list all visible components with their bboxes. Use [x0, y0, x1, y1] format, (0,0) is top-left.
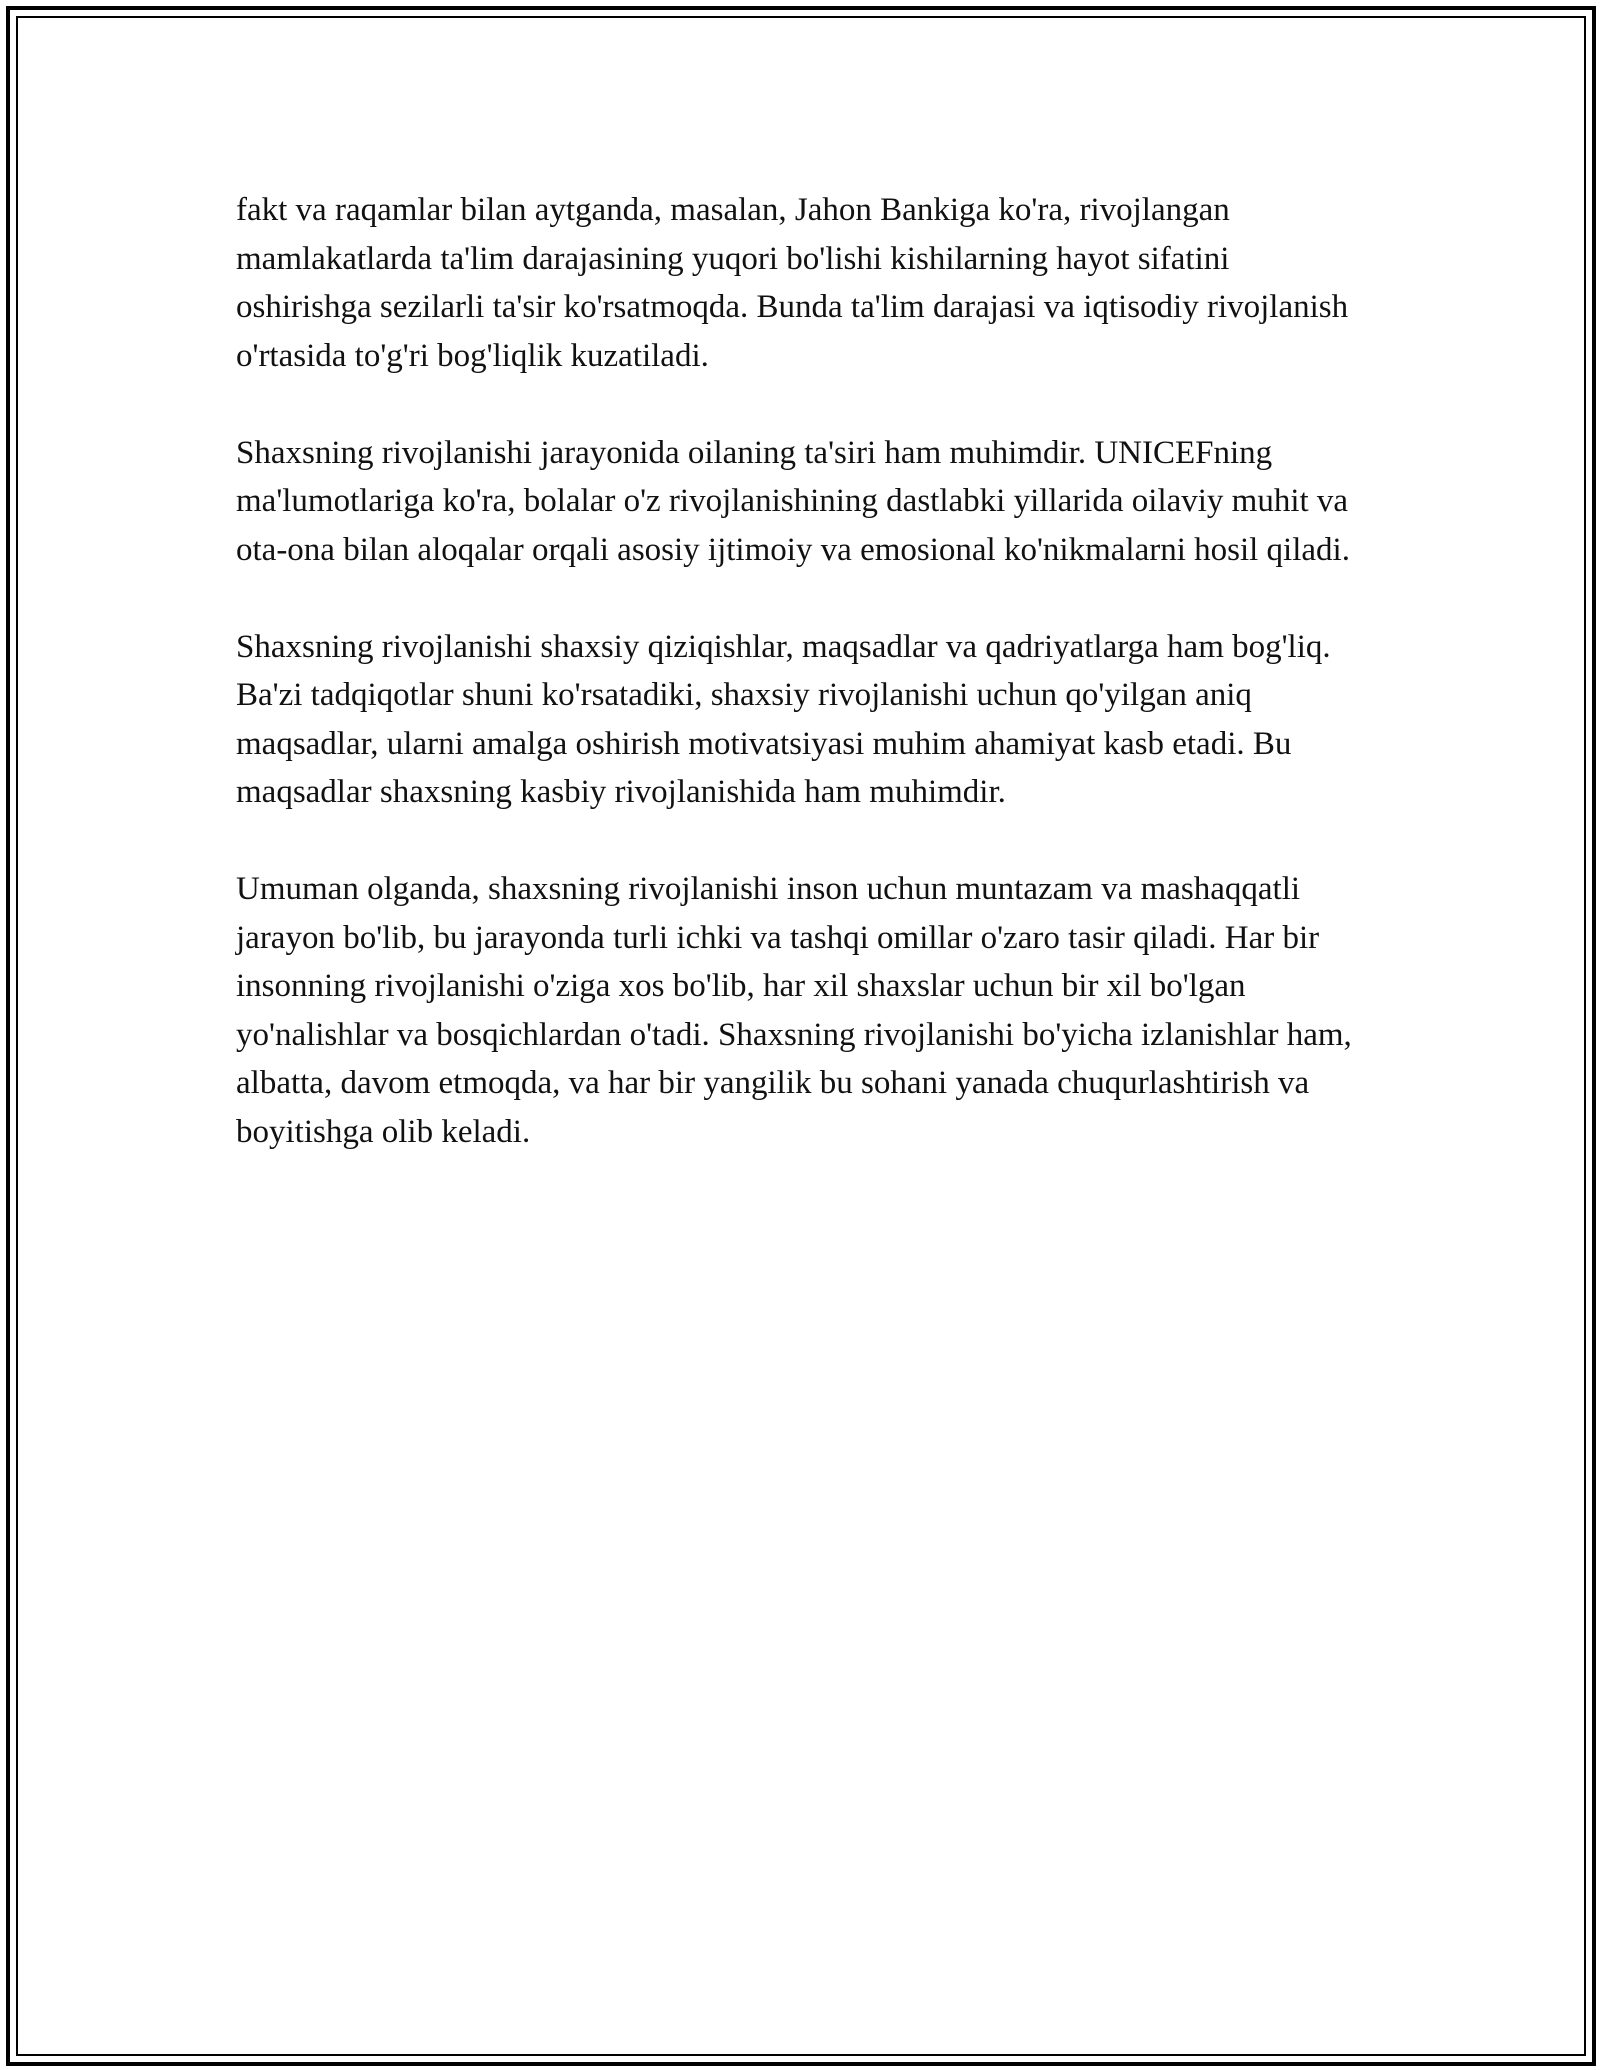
paragraph-1: fakt va raqamlar bilan aytganda, masalan, Jahon Bankiga ko'ra, rivojlangan mamlakatlarda ta'lim darajasining yuqori bo'lishi kishilarning hayot sifatini oshirishga sezilarli ta'sir ko'rsatmoqda. Bunda ta'lim darajasi va iqtisodiy rivojlanish o'rtasida to'g'ri bog'liqlik kuzatiladi.: [236, 192, 1349, 374]
paragraph-2: Shaxsning rivojlanishi jarayonida oilaning ta'siri ham muhimdir. UNICEFning ma'lumotlariga ko'ra, bolalar o'z rivojlanishining dastlabki yillarida oilaviy muhit va ota-ona bilan aloqalar orqali asosiy ijtimoiy va emosional ko'nikmalarni hosil qiladi.: [236, 434, 1350, 568]
paragraph-4: Umuman olganda, shaxsning rivojlanishi inson uchun muntazam va mashaqqatli jarayon bo'lib, bu jarayonda turli ichki va tashqi omillar o'zaro tasir qiladi. Har bir insonning rivojlanishi o'ziga xos bo'lib, har xil shaxslar uchun bir xil bo'lgan yo'nalishlar va bosqichlardan o'tadi. Shaxsning rivojlanishi bo'yicha izlanishlar ham, albatta, davom etmoqda, va har bir yangilik bu sohani yanada chuqurlashtirish va boyitishga olib keladi.: [236, 871, 1352, 1150]
document-body: [236, 186, 1366, 1205]
paragraph-3: Shaxsning rivojlanishi shaxsiy qiziqishlar, maqsadlar va qadriyatlarga ham bog'liq. Ba'zi tadqiqotlar shuni ko'rsatadiki, shaxsiy rivojlanishi uchun qo'yilgan aniq maqsadlar, ularni amalga oshirish motivatsiyasi muhim ahamiyat kasb etadi. Bu maqsadlar shaxsning kasbiy rivojlanishida ham muhimdir.: [236, 628, 1331, 810]
